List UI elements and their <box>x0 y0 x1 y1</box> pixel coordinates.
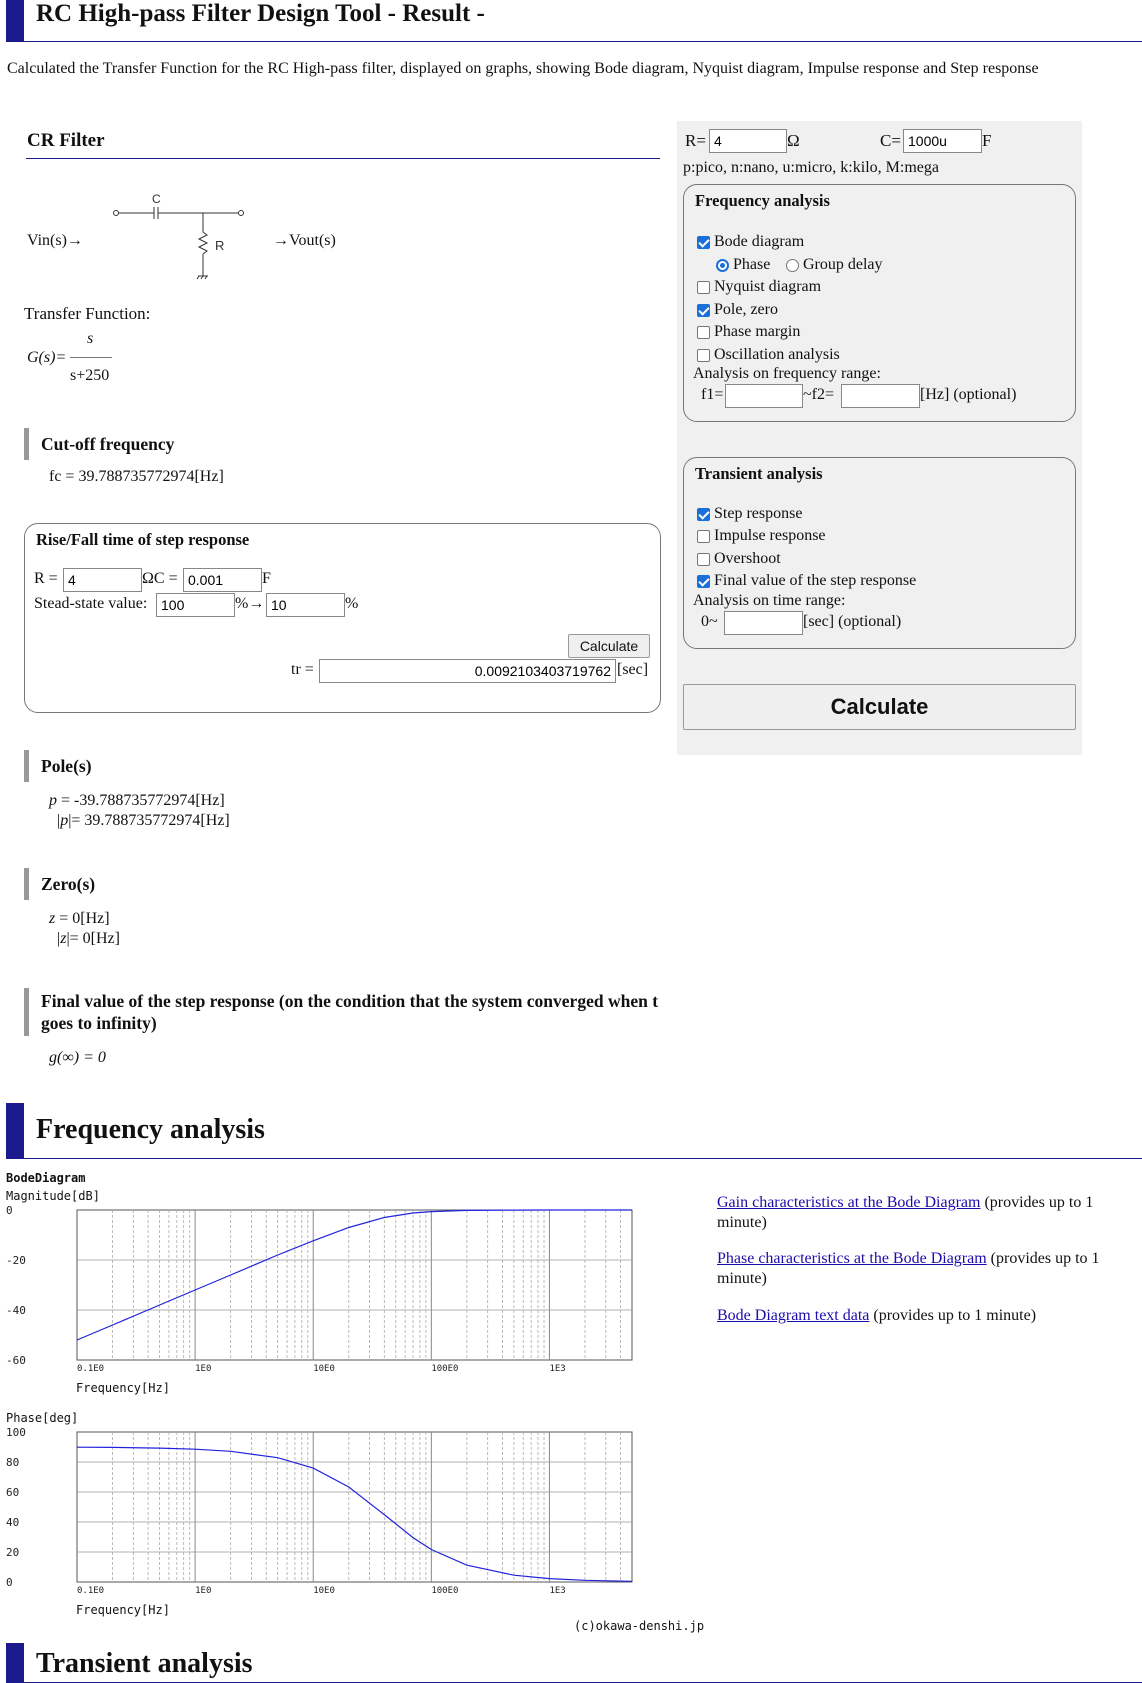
group-delay-radio-dot[interactable] <box>786 259 799 272</box>
vin-label: Vin(s)→ <box>27 232 83 249</box>
phase-x-tick-label: 100E0 <box>431 1586 459 1596</box>
zero-value-text: = 0[Hz] <box>55 910 110 927</box>
panel-c-label: C= <box>880 131 901 150</box>
pole-abs-text: = 39.788735772974[Hz] <box>71 812 230 829</box>
phase-y-tick-label: 40 <box>6 1516 20 1529</box>
panel-calculate-button[interactable]: Calculate <box>683 684 1076 730</box>
phase-margin-checkbox[interactable] <box>697 323 800 341</box>
rf-c-label: ΩC = <box>142 570 178 587</box>
unit-prefixes: p:pico, n:nano, u:micro, k:kilo, M:mega <box>683 159 939 176</box>
resistor-label: R <box>215 238 225 253</box>
bode-gain-link-row <box>717 1193 1117 1233</box>
tf-numerator: s <box>87 330 94 347</box>
bode-check-label: Bode diagram <box>714 233 805 250</box>
step-check-label: Step response <box>714 505 803 522</box>
bode-checkbox[interactable] <box>697 233 804 251</box>
bode-text-link[interactable]: Bode Diagram text data <box>717 1307 870 1324</box>
panel-r-input[interactable] <box>709 129 787 153</box>
mag-y-tick-label: 0 <box>6 1204 13 1217</box>
page-header <box>6 0 1142 42</box>
t-label: 0~ <box>701 613 718 630</box>
rf-pct: % <box>345 595 359 612</box>
zero-value <box>49 910 110 928</box>
phase-x-tick-label: 1E3 <box>549 1586 566 1596</box>
mag-y-tick-label: -20 <box>6 1254 26 1267</box>
nyquist-check-box[interactable] <box>697 281 710 294</box>
bode-phase-link[interactable]: Phase characteristics at the Bode Diagram <box>717 1250 987 1267</box>
nyquist-checkbox[interactable] <box>697 278 821 296</box>
pole-value <box>49 792 225 810</box>
oscillation-checkbox[interactable] <box>697 346 840 364</box>
bode-phase-xlabel: Frequency[Hz] <box>76 1603 170 1617</box>
tf-denominator: s+250 <box>70 367 110 384</box>
bode-copyright: (c)okawa-denshi.jp <box>574 1619 705 1633</box>
frequency-section-header <box>6 1103 1142 1159</box>
pole-value-text: = -39.788735772974[Hz] <box>57 792 225 809</box>
step-checkbox[interactable] <box>697 505 802 523</box>
capacitor-label: C <box>152 192 161 206</box>
overshoot-check-box[interactable] <box>697 553 710 566</box>
phase-x-tick-label: 1E0 <box>195 1586 212 1596</box>
overshoot-check-label: Overshoot <box>714 550 781 567</box>
mag-x-tick-label: 100E0 <box>431 1364 459 1374</box>
impulse-checkbox[interactable] <box>697 527 826 545</box>
rf-tr-output[interactable] <box>319 659 616 683</box>
g-label: G(s)= <box>27 349 67 366</box>
bode-magnitude-chart <box>0 1200 640 1400</box>
phase-margin-check-label: Phase margin <box>714 323 801 340</box>
phase-y-tick-label: 20 <box>6 1546 20 1559</box>
bode-phase-link-note: (provides up to 1 minute) <box>717 1250 1100 1287</box>
rf-steady-from-input[interactable] <box>156 593 235 617</box>
pole-zero-checkbox[interactable] <box>697 301 778 319</box>
bode-text-link-row <box>717 1306 1117 1326</box>
phase-plot-frame <box>77 1432 632 1582</box>
panel-c-input[interactable] <box>903 129 982 153</box>
group-delay-radio-label: Group delay <box>803 256 883 273</box>
bode-magnitude-xlabel: Frequency[Hz] <box>76 1381 170 1395</box>
f1-label: f1= <box>701 386 724 403</box>
phase-x-tick-label: 0.1E0 <box>77 1586 105 1596</box>
cr-filter-underline <box>26 158 660 159</box>
final-value-check-label: Final value of the step response <box>714 572 917 589</box>
phase-y-tick-label: 0 <box>6 1576 13 1589</box>
bode-magnitude-label: Magnitude[dB] <box>6 1189 100 1203</box>
rise-fall-legend: Rise/Fall time of step response <box>36 530 250 549</box>
bode-phase-link-row <box>717 1249 1117 1289</box>
impulse-check-box[interactable] <box>697 530 710 543</box>
nyquist-check-label: Nyquist diagram <box>714 278 822 295</box>
transient-section-header <box>6 1643 1142 1683</box>
rf-tr-unit: [sec] <box>617 661 649 678</box>
rf-r-input[interactable] <box>63 568 142 592</box>
final-value-heading: Final value of the step response (on the condition that the system converged when t goes to infinity) <box>24 988 664 1036</box>
f1-input[interactable] <box>725 384 803 408</box>
cr-filter-heading: CR Filter <box>27 130 105 151</box>
tf-fraction-line <box>70 357 112 358</box>
panel-r-unit: Ω <box>787 131 800 150</box>
frequency-analysis-legend: Frequency analysis <box>695 191 830 210</box>
rf-c-unit: F <box>262 570 271 587</box>
pole-zero-check-label: Pole, zero <box>714 301 778 318</box>
panel-c-unit: F <box>982 131 992 150</box>
transient-header-accent <box>6 1643 24 1683</box>
pole-abs-symbol: p <box>60 812 69 829</box>
rf-steady-to-input[interactable] <box>266 593 345 617</box>
mag-plot-frame <box>77 1210 632 1360</box>
vout-label: →Vout(s) <box>273 232 336 249</box>
zero-abs-symbol: z <box>60 930 67 947</box>
oscillation-check-box[interactable] <box>697 349 710 362</box>
phase-y-tick-label: 80 <box>6 1456 20 1469</box>
cutoff-value: fc = 39.788735772974[Hz] <box>49 468 224 485</box>
time-range-unit: [sec] (optional) <box>803 613 902 630</box>
phase-x-tick-label: 10E0 <box>313 1586 335 1596</box>
rf-pct-arrow: %→ <box>235 595 265 612</box>
mag-x-tick-label: 10E0 <box>313 1364 335 1374</box>
intro-text: Calculated the Transfer Function for the RC High-pass filter, displayed on graphs, showing Bode diagram, Nyquist diagram, Impulse response and Step response <box>7 60 1039 77</box>
final-value-check-box[interactable] <box>697 575 710 588</box>
bode-phase-chart <box>0 1422 640 1622</box>
final-value-checkbox[interactable] <box>697 572 916 590</box>
mag-x-tick-label: 0.1E0 <box>77 1364 105 1374</box>
f2-input[interactable] <box>841 384 920 408</box>
bode-phase-label: Phase[deg] <box>6 1411 79 1425</box>
phase-y-tick-label: 60 <box>6 1486 20 1499</box>
step-check-box[interactable] <box>697 508 710 521</box>
rf-c-input[interactable] <box>183 568 262 592</box>
page-title: RC High-pass Filter Design Tool - Result - <box>36 0 485 27</box>
time-range-label: Analysis on time range: <box>693 592 846 609</box>
phase-margin-check-box[interactable] <box>697 326 710 339</box>
zero-abs-text: = 0[Hz] <box>69 930 120 947</box>
zero-abs-value: |z|= 0[Hz] <box>57 930 120 947</box>
transient-analysis-legend: Transient analysis <box>695 464 823 483</box>
rise-fall-box <box>24 523 661 713</box>
pole-symbol: p <box>49 792 57 809</box>
freq-range-unit: [Hz] (optional) <box>920 386 1017 403</box>
phase-radio[interactable] <box>716 256 770 274</box>
pole-zero-check-box[interactable] <box>697 304 710 317</box>
poles-heading: Pole(s) <box>24 750 92 782</box>
impulse-check-label: Impulse response <box>714 527 826 544</box>
mag-y-tick-label: -60 <box>6 1354 26 1367</box>
final-value-text: g(∞) = 0 <box>49 1049 106 1066</box>
circuit-diagram <box>110 188 250 284</box>
phase-y-tick-label: 100 <box>6 1426 26 1439</box>
mag-x-tick-label: 1E3 <box>549 1364 566 1374</box>
panel-r-label: R= <box>685 131 706 150</box>
f2-label: ~f2= <box>803 386 835 403</box>
oscillation-check-label: Oscillation analysis <box>714 346 840 363</box>
pole-abs-value: |p|= 39.788735772974[Hz] <box>57 812 230 829</box>
header-accent-block <box>6 0 24 42</box>
bode-text-link-note: (provides up to 1 minute) <box>869 1307 1037 1324</box>
rf-tr-label: tr = <box>291 661 314 678</box>
bode-gain-link-note: (provides up to 1 minute) <box>717 1194 1094 1231</box>
frequency-section-title: Frequency analysis <box>36 1114 265 1145</box>
rf-calculate-button[interactable]: Calculate <box>568 634 650 658</box>
transient-section-title: Transient analysis <box>36 1648 253 1679</box>
t-input[interactable] <box>724 611 803 635</box>
group-delay-radio[interactable] <box>786 256 883 274</box>
zero-symbol: z <box>49 910 56 927</box>
mag-y-tick-label: -40 <box>6 1304 26 1317</box>
mag-x-tick-label: 1E0 <box>195 1364 212 1374</box>
rf-steady-label: Stead-state value: <box>34 595 148 612</box>
phase-radio-dot[interactable] <box>716 259 729 272</box>
bode-gain-link[interactable]: Gain characteristics at the Bode Diagram <box>717 1194 981 1211</box>
phase-radio-label: Phase <box>733 256 771 273</box>
bode-check-box[interactable] <box>697 236 710 249</box>
freq-range-label: Analysis on frequency range: <box>693 365 881 382</box>
rf-r-label: R = <box>34 570 58 587</box>
zeros-heading: Zero(s) <box>24 868 95 900</box>
bode-title: BodeDiagram <box>6 1171 86 1185</box>
frequency-header-accent <box>6 1103 24 1159</box>
transfer-function-label: Transfer Function: <box>24 304 151 323</box>
overshoot-checkbox[interactable] <box>697 550 781 568</box>
cutoff-heading: Cut-off frequency <box>24 428 174 460</box>
